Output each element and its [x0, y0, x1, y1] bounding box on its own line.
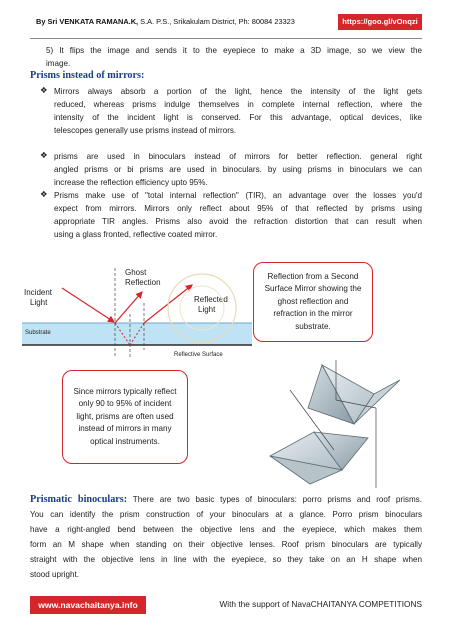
- incident-ray: [62, 288, 114, 322]
- callout-second-surface-mirror: Reflection from a Second Surface Mirror showing the ghost reflection and refraction in the mirror substrate.: [253, 262, 373, 342]
- author-name: By Sri VENKATA RAMANA.K,: [36, 17, 139, 26]
- author-info: [36, 17, 295, 26]
- binoculars-text-line: have a right-angled bend between the objective lens and the eyepiece, which makes them: [30, 525, 422, 534]
- binoculars-first-line-text: There are two basic types of binoculars: porro prisms and roof prisms.: [127, 495, 422, 504]
- header-divider: [30, 38, 422, 39]
- bullet-text-line: intensity of the incident light is conserved. For this advantage, optical devices, like: [54, 113, 422, 122]
- header-link[interactable]: https://goo.gl/vOnqzi: [338, 14, 422, 30]
- binoculars-first-line: [30, 493, 422, 506]
- section-heading-binoculars: Prismatic binoculars:: [30, 494, 128, 505]
- page-header: [30, 8, 422, 36]
- reflected-label-2: Light: [198, 305, 216, 314]
- author-details: S.A. P.S., Srikakulam District, Ph: 80084 23323: [138, 17, 295, 26]
- reflective-surface-label: Reflective Surface: [174, 352, 223, 358]
- incident-label-2: Light: [30, 298, 48, 307]
- bullet-text-line: Mirrors always absorb a portion of the light, hence the intensity of the light gets: [54, 87, 422, 96]
- bullet-text-line: increase the reflection efficiency upto 95%.: [54, 178, 208, 187]
- diamond-bullet-icon: ❖: [40, 190, 48, 200]
- ghost-label-2: Reflection: [125, 278, 161, 287]
- binoculars-text-line: straight with the objective lens in line with the eyepiece, so they take on an H shape when: [30, 555, 422, 564]
- intro-line-1: 5) It flips the image and sends it to the eyepiece to make a 3D image, so we view the: [46, 46, 422, 55]
- bullet-text-line: angled prisms or bi prisms are used in binoculars. by using prisms in binoculars we can: [54, 165, 422, 174]
- bullet-text-line: Prisms make use of "total internal reflection" (TIR), an advantage over the losses you'd: [54, 191, 422, 200]
- binoculars-text-line: stood upright.: [30, 570, 80, 579]
- substrate-label: Substrate: [25, 330, 51, 336]
- bullet-text-line: reduced, whereas prisms indulge themselves in complete internal reflection, where the: [54, 100, 422, 109]
- prism-illustration: [250, 360, 425, 490]
- bullet-text-line: telescopes generally use prisms instead of mirrors.: [54, 126, 237, 135]
- footer-support-text: With the support of NavaCHAITANYA COMPETITIONS: [219, 599, 422, 609]
- binoculars-text-line: form an M shape when standing on their objective lenses. Roof prism binoculars are typically: [30, 540, 422, 549]
- bullet-text-line: appropriate TIR angles. Prisms also avoid the refraction distortion that can result when: [54, 217, 422, 226]
- ghost-label-1: Ghost: [125, 268, 147, 277]
- reflected-label-1: Reflected: [194, 295, 228, 304]
- binoculars-text-line: You can identify the prism construction of your binoculars at a glance. Porro prism binoculars: [30, 510, 422, 519]
- diamond-bullet-icon: ❖: [40, 151, 48, 161]
- intro-line-2: image.: [46, 59, 71, 68]
- incident-label-1: Incident: [24, 288, 53, 297]
- section-heading-prisms: Prisms instead of mirrors:: [30, 70, 145, 81]
- diamond-bullet-icon: ❖: [40, 86, 48, 96]
- bullet-text-line: using a glass fronted, reflective coated mirror.: [54, 230, 218, 239]
- bullet-text-line: prisms are used in binoculars instead of mirrors for better reflection. general right: [54, 152, 422, 161]
- mirror-reflection-diagram: [22, 258, 252, 362]
- ghost-reflection-ray: [115, 292, 142, 323]
- page-footer: [30, 596, 422, 616]
- footer-website-link[interactable]: www.navachaitanya.info: [30, 596, 146, 614]
- bullet-text-line: expect from mirrors. Mirrors only reflect about 95% of that reflected by prisms using: [54, 204, 422, 213]
- callout-mirror-reflectivity: Since mirrors typically reflect only 90 to 95% of incident light, prisms are often used instead of mirrors in many optical instruments.: [62, 370, 188, 464]
